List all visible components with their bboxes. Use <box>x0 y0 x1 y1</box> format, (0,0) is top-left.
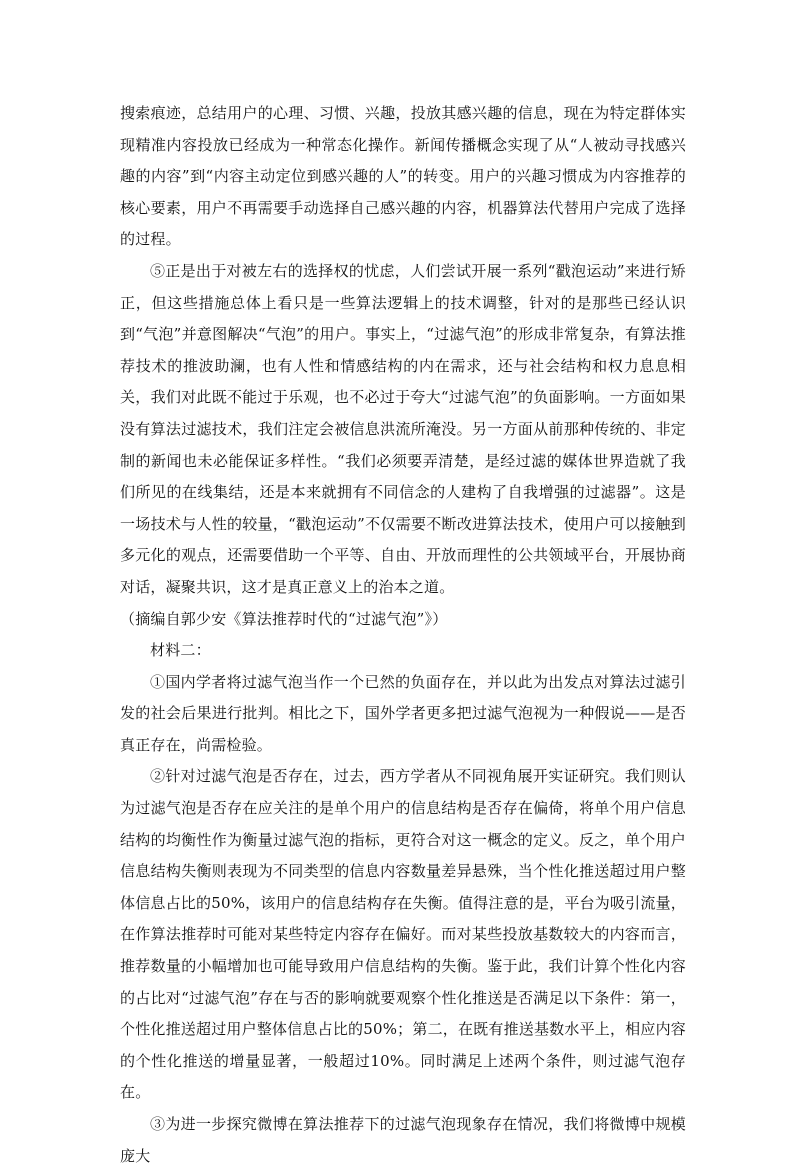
paragraph-3: ③为进一步探究微博在算法推荐下的过滤气泡现象存在情况，我们将微博中规模庞大 <box>120 1115 686 1165</box>
section-label-material-2: 材料二： <box>150 641 211 660</box>
paragraph-5: ⑤正是出于对被左右的选择权的忧虑，人们尝试开展一系列“戳泡运动”来进行矫正，但这些措施总体上看只是一些算法逻辑上的技术调整，针对的是那些已经认识到“气泡”并意图解决“气泡”的用户。事实上，“过滤气泡”的形成非常复杂，有算法推荐技术的推波助澜，也有人性和情感结构的内在需求，还与社会结构和权力息息相关，我们对此既不能过于乐观，也不必过于夸大“过滤气泡”的负面影响。一方面如果没有算法过滤技术，我们注定会被信息洪流所淹没。另一方面从前那种传统的、非定制的新闻也未必能保证多样性。“我们必须要弄清楚，是经过滤的媒体世界造就了我们所见的在线集结，还是本来就拥有不同信念的人建构了自我增强的过滤器”。这是一场技术与人性的较量，“戳泡运动”不仅需要不断改进算法技术，使用户可以接触到多元化的观点，还需要借助一个平等、自由、开放而理性的公共领域平台，开展协商对话，凝聚共识，这才是真正意义上的治本之道。 <box>120 261 686 596</box>
document-body <box>120 98 686 1172</box>
paragraph-1: ①国内学者将过滤气泡当作一个已然的负面存在，并以此为出发点对算法过滤引发的社会后果进行批判。相比之下，国外学者更多把过滤气泡视为一种假说——是否真正存在，尚需检验。 <box>120 672 686 754</box>
paragraph-continued: 搜索痕迹，总结用户的心理、习惯、兴趣，投放其感兴趣的信息，现在为特定群体实现精准内容投放已经成为一种常态化操作。新闻传播概念实现了从“人被动寻找感兴趣的内容”到“内容主动定位到感兴趣的人”的转变。用户的兴趣习惯成为内容推荐的核心要素，用户不再需要手动选择自己感兴趣的内容，机器算法代替用户完成了选择的过程。 <box>120 104 686 249</box>
paragraph-2: ②针对过滤气泡是否存在，过去，西方学者从不同视角展开实证研究。我们则认为过滤气泡是否存在应关注的是单个用户的信息结构是否存在偏倚，将单个用户信息结构的均衡性作为衡量过滤气泡的指标，更符合对这一概念的定义。反之，单个用户信息结构失衡则表现为不同类型的信息内容数量差异悬殊，当个性化推送超过用户整体信息占比的50%，该用户的信息结构存在失衡。值得注意的是，平台为吸引流量，在作算法推荐时可能对某些特定内容存在偏好。而对某些投放基数较大的内容而言，推荐数量的小幅增加也可能导致用户信息结构的失衡。鉴于此，我们计算个性化内容的占比对“过滤气泡”存在与否的影响就要观察个性化推送是否满足以下条件：第一，个性化推送超过用户整体信息占比的50%；第二，在既有推送基数水平上，相应内容的个性化推送的增量显著，一般超过10%。同时满足上述两个条件，则过滤气泡存在。 <box>120 767 686 1102</box>
source-citation: （摘编自郭少安《算法推荐时代的“过滤气泡”》） <box>120 609 448 628</box>
